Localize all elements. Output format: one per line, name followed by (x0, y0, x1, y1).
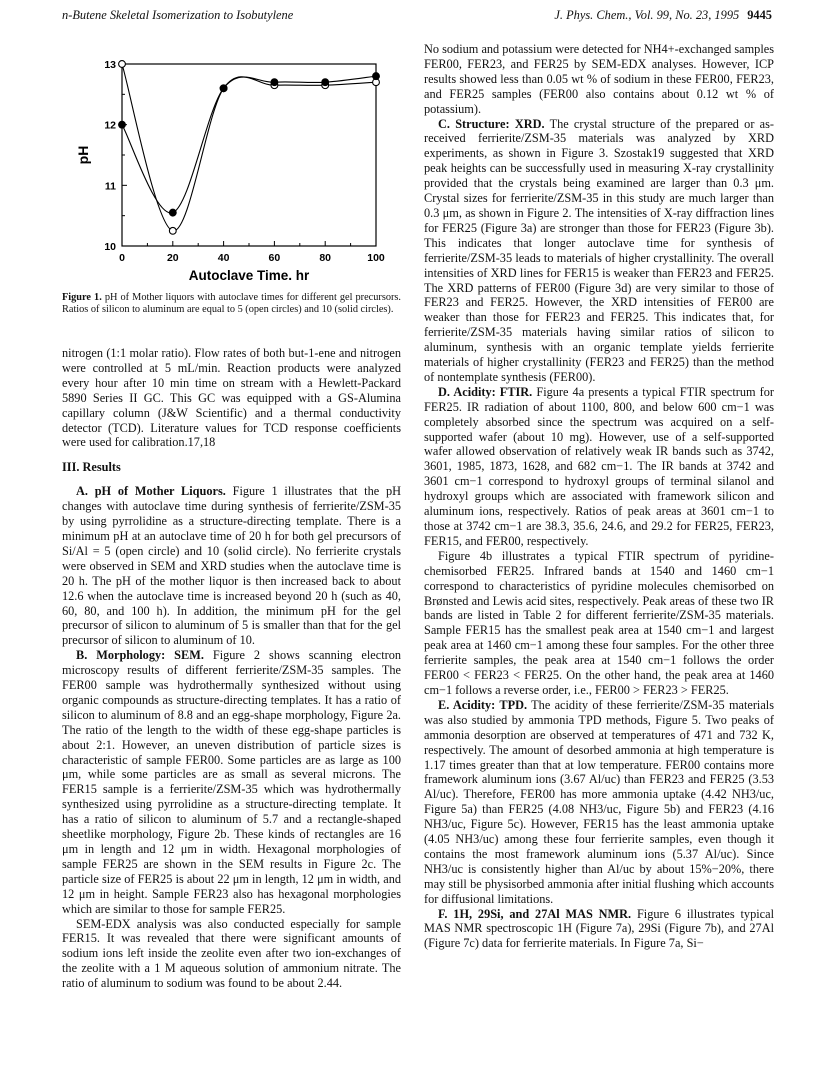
journal-name: J. Phys. Chem., Vol. 99, No. 23, 1995 (554, 8, 740, 22)
chart-series (119, 61, 380, 235)
journal-citation (554, 8, 772, 23)
subsection-heading-ph: A. pH of Mother Liquors. (76, 484, 226, 499)
data-point-solid-3 (271, 79, 278, 86)
y-axis-label: pH (75, 145, 91, 165)
paragraph-nmr: F. 1H, 29Si, and 27Al MAS NMR. Figure 6 illustrates typical MAS NMR spectroscopic 1H (Figure 7a), 29Si (Figure 7b), and 27Al (Figure 7c) data for ferrierite materials. In Figure 7a, Si− (424, 906, 774, 951)
subsection-heading-xrd: C. Structure: XRD. (438, 116, 545, 131)
x-tick-label-2: 40 (217, 252, 230, 264)
data-point-solid-5 (373, 73, 380, 80)
y-tick-label-0: 10 (104, 241, 116, 253)
paragraph-edx: SEM-EDX analysis was also conducted especially for sample FER15. It was revealed that there were significant amounts of sodium ions left inside the zeolite even after two ion-exchanges of the zeolite with a 1 M aqueous solution of ammonium nitrate. The ratio of aluminum to sodium was found to be about 2.44. (62, 916, 401, 991)
paragraph-continued-right: No sodium and potassium were detected for NH4+-exchanged samples FER00, FER23, and FER25 by SEM-EDX analyses. However, ICP results showed less than 0.05 wt % of sodium in these FER00, FER23, and FER25 samples (FER00 also contains about 0.12 wt % of potassium). (424, 42, 774, 116)
left-column (62, 346, 401, 991)
x-tick-label-0: 0 (119, 252, 125, 264)
running-header (62, 8, 772, 28)
data-point-solid-0 (119, 121, 126, 128)
y-tick-label-1: 11 (104, 180, 116, 193)
ph-chart (62, 40, 401, 280)
paragraph-ph: A. pH of Mother Liquors. Figure 1 illustrates that the pH changes with autoclave time during synthesis of ferrierite/ZSM-35 by using pyrrolidine as a structure-directing template. There is a minimum pH at an autoclave time of 20 h for both gel precursors of Si/Al = 5 (open circle) and 10 (solid circle). No ferrierite crystals were observed in SEM and XRD studies when the autoclave time is 20 h. The pH of the mother liquor is then increased back to about 12.6 when the autoclave time is increased beyond 20 h (such as 40, 60, 80, and 100 h). In addition, the minimum pH for the gel precursor of silicon to aluminum of 5 is smaller than that for the gel precursor of silicon to aluminum of 10. (62, 484, 402, 648)
caption-text: pH of Mother liquors with autoclave times for different gel precursors. Ratios of silicon to aluminum are equal to 5 (open circles) and 10 (solid circles). (62, 292, 401, 316)
caption-label: Figure 1. (62, 292, 102, 303)
paragraph-ftir: D. Acidity: FTIR. Figure 4a presents a typical FTIR spectrum for FER25. IR radiation of about 1100, 800, and below 600 cm−1 was completely absorbed since the spectrum was acquired on a self-supported wafer (about 10 mg). However, use of a self-supported wafer allowed observation of relatively weak IR bands such as 3742, 3601, 1985, 1873, 1628, and 682 cm−1. The IR bands at 3742 and 3601 cm−1 correspond to hydroxyl groups of terminal silanol and hydroxyl groups which are associated with framework silicon and aluminum ions, respectively. Ratios of peak areas at 3601 cm−1 to those at 3742 cm−1 are 38.3, 35.6, 24.6, and 29.2 for FER25, FER23, FER15, and FER00, respectively. (424, 384, 774, 548)
chart-axes (75, 59, 385, 280)
paragraph-xrd: C. Structure: XRD. The crystal structure of the prepared or as-received ferrierite/ZSM-35 materials was analyzed by XRD experiments, as shown in Figure 3. Szostak19 suggested that XRD peak heights can be successfully used in measuring X-ray crystallinity provided that the crystals being examined are larger than 0.3 μm. Crystal sizes for ferrierite/ZSM-35 in this study are much larger than 0.3 μm, as shown in Figure 2. The intensities of X-ray diffraction lines for FER25 (Figure 3a) are stronger than those for FER23 (Figure 3b). This indicates that longer autoclave time for synthesis of ferrierite/ZSM-35 leads to materials of higher crystallinity. The overall intensities of XRD lines for FER15 is weaker than FER23 and FER25. The XRD patterns of FER00 (Figure 3d) are very similar to those of FER23 and FER25. However, the XRD intensities of FER00 are weaker than those for FER23 and FER25. This indicates that, for ferrierite/ZSM-35 materials having similar ratios of silicon to aluminum, synthesis with an organic template yields ferrierite materials of higher crystallinity (FER23 and FER25) than the method of nontemplate synthesis (FER00). (424, 116, 774, 384)
section-heading-results: III. Results (62, 460, 121, 475)
paragraph-sem: B. Morphology: SEM. Figure 2 shows scanning electron microscopy results of different ferrierite/ZSM-35 samples. The FER00 sample was hydrothermally synthesized without using organic compounds as structure-directing templates. It has a ratio of silicon to aluminum of 8.8 and an egg-shape morphology, Figure 2a. The ratio of the length to the width of these egg-shape particles is about 2:1. However, an uneven distribution of particle sizes is characteristic of sample FER00. Some particles are as large as 100 μm, while some particles are as small as several microns. The FER15 sample is a ferrierite/ZSM-35 which was hydrothermally synthesized using pyrrolidine as a structure-directing template. It has a ratio of silicon to aluminum of 5.7 and a rectangle-shaped sheetlike morphology, Figure 2b. These kinds of rectangles are 16 μm in length and 12 μm in width. Hexagonal morphologies of sample FER25 are shown in the SEM results in Figure 2c. The particle size of FER25 is about 22 μm in length, 12 μm in width, and 12 μm in height. Sample FER23 also has hexagonal morphologies which are similar to those for sample FER25. (62, 648, 402, 916)
subsection-heading-ftir: D. Acidity: FTIR. (438, 384, 533, 399)
paragraph-tpd: E. Acidity: TPD. The acidity of these ferrierite/ZSM-35 materials was also studied by ammonia TPD methods, Figure 5. Two peaks of ammonia desorption are observed at temperatures of 471 and 732 K, respectively. The amount of desorbed ammonia at high temperature is 1.17 times greater than that at low temperature. FER00 contains more framework aluminum ions (3.67 Al/uc) than FER23 and FER25 (3.53 Al/uc). Therefore, FER00 has more ammonia uptake (4.42 NH3/uc, Figure 5a) than FER25 (4.08 NH3/uc, Figure 5b) and FER23 (4.16 NH3/uc, Figure 5c). However, FER15 has the least ammonia uptake (4.05 NH3/uc) among these four ferrierite samples, even though it contains the most framework aluminum ions (5.37 Al/uc). Since NH3/uc is consistently higher than Al/uc by about 15%−20%, there may still be physisorbed ammonia after initial flushing which accounts for diffusional limitations. (424, 697, 775, 906)
data-point-solid-1 (169, 209, 176, 216)
right-column (424, 42, 774, 951)
page-number: 9445 (747, 8, 772, 22)
paragraph-pyridine: Figure 4b illustrates a typical FTIR spectrum of pyridine-chemisorbed FER25. Infrared bands at 1540 and 1460 cm−1 correspond to characteristics of pyridine molecules chemisorbed on Brønsted and Lewis acid sites, respectively. Peak areas of these two IR bands are listed in Table 2 for different ferrierite/ZSM-35 materials. Sample FER15 has the smallest peak area at 1540 cm−1 and largest peak area at 1460 cm−1 among these four samples. For the other three ferrierite samples, the peak area at 1540 cm−1 follows the order FER00 < FER23 < FER25. On the other hand, the peak area at 1460 cm−1 follows a reverse order, i.e., FER00 > FER23 > FER25. (424, 548, 774, 697)
subsection-heading-nmr: F. 1H, 29Si, and 27Al MAS NMR. (438, 906, 632, 921)
paragraph-continued: nitrogen (1:1 molar ratio). Flow rates of both but-1-ene and nitrogen were controlled at 5 mL/min. Reaction products were analyzed every hour after 10 min time on stream with a Hewlett-Packard 5890 Series II GC. This GC was equipped with a GS-Alumina capillary column (J&W Scientific) and a thermal conductivity detector (TCD). Literature values for TCD response coefficients were used for calibration.17,18 (62, 346, 401, 450)
subsection-heading-sem: B. Morphology: SEM. (76, 648, 204, 663)
series-line-solid (122, 76, 376, 213)
data-point-solid-2 (220, 85, 227, 92)
figure-caption (62, 292, 401, 316)
x-axis-label: Autoclave Time, hr (188, 268, 310, 280)
data-point-open-0 (119, 61, 126, 68)
x-tick-label-5: 100 (367, 252, 385, 264)
running-title: n-Butene Skeletal Isomerization to Isobutylene (62, 8, 294, 22)
data-point-open-1 (169, 227, 176, 234)
x-tick-label-4: 80 (319, 252, 332, 264)
x-tick-label-3: 60 (268, 252, 281, 264)
subsection-heading-tpd: E. Acidity: TPD. (438, 697, 528, 712)
x-tick-label-1: 20 (166, 252, 179, 264)
figure-1 (62, 40, 401, 280)
y-tick-label-3: 13 (104, 59, 116, 71)
data-point-solid-4 (322, 79, 329, 86)
plot-frame (122, 64, 376, 246)
y-tick-label-2: 12 (104, 119, 116, 132)
